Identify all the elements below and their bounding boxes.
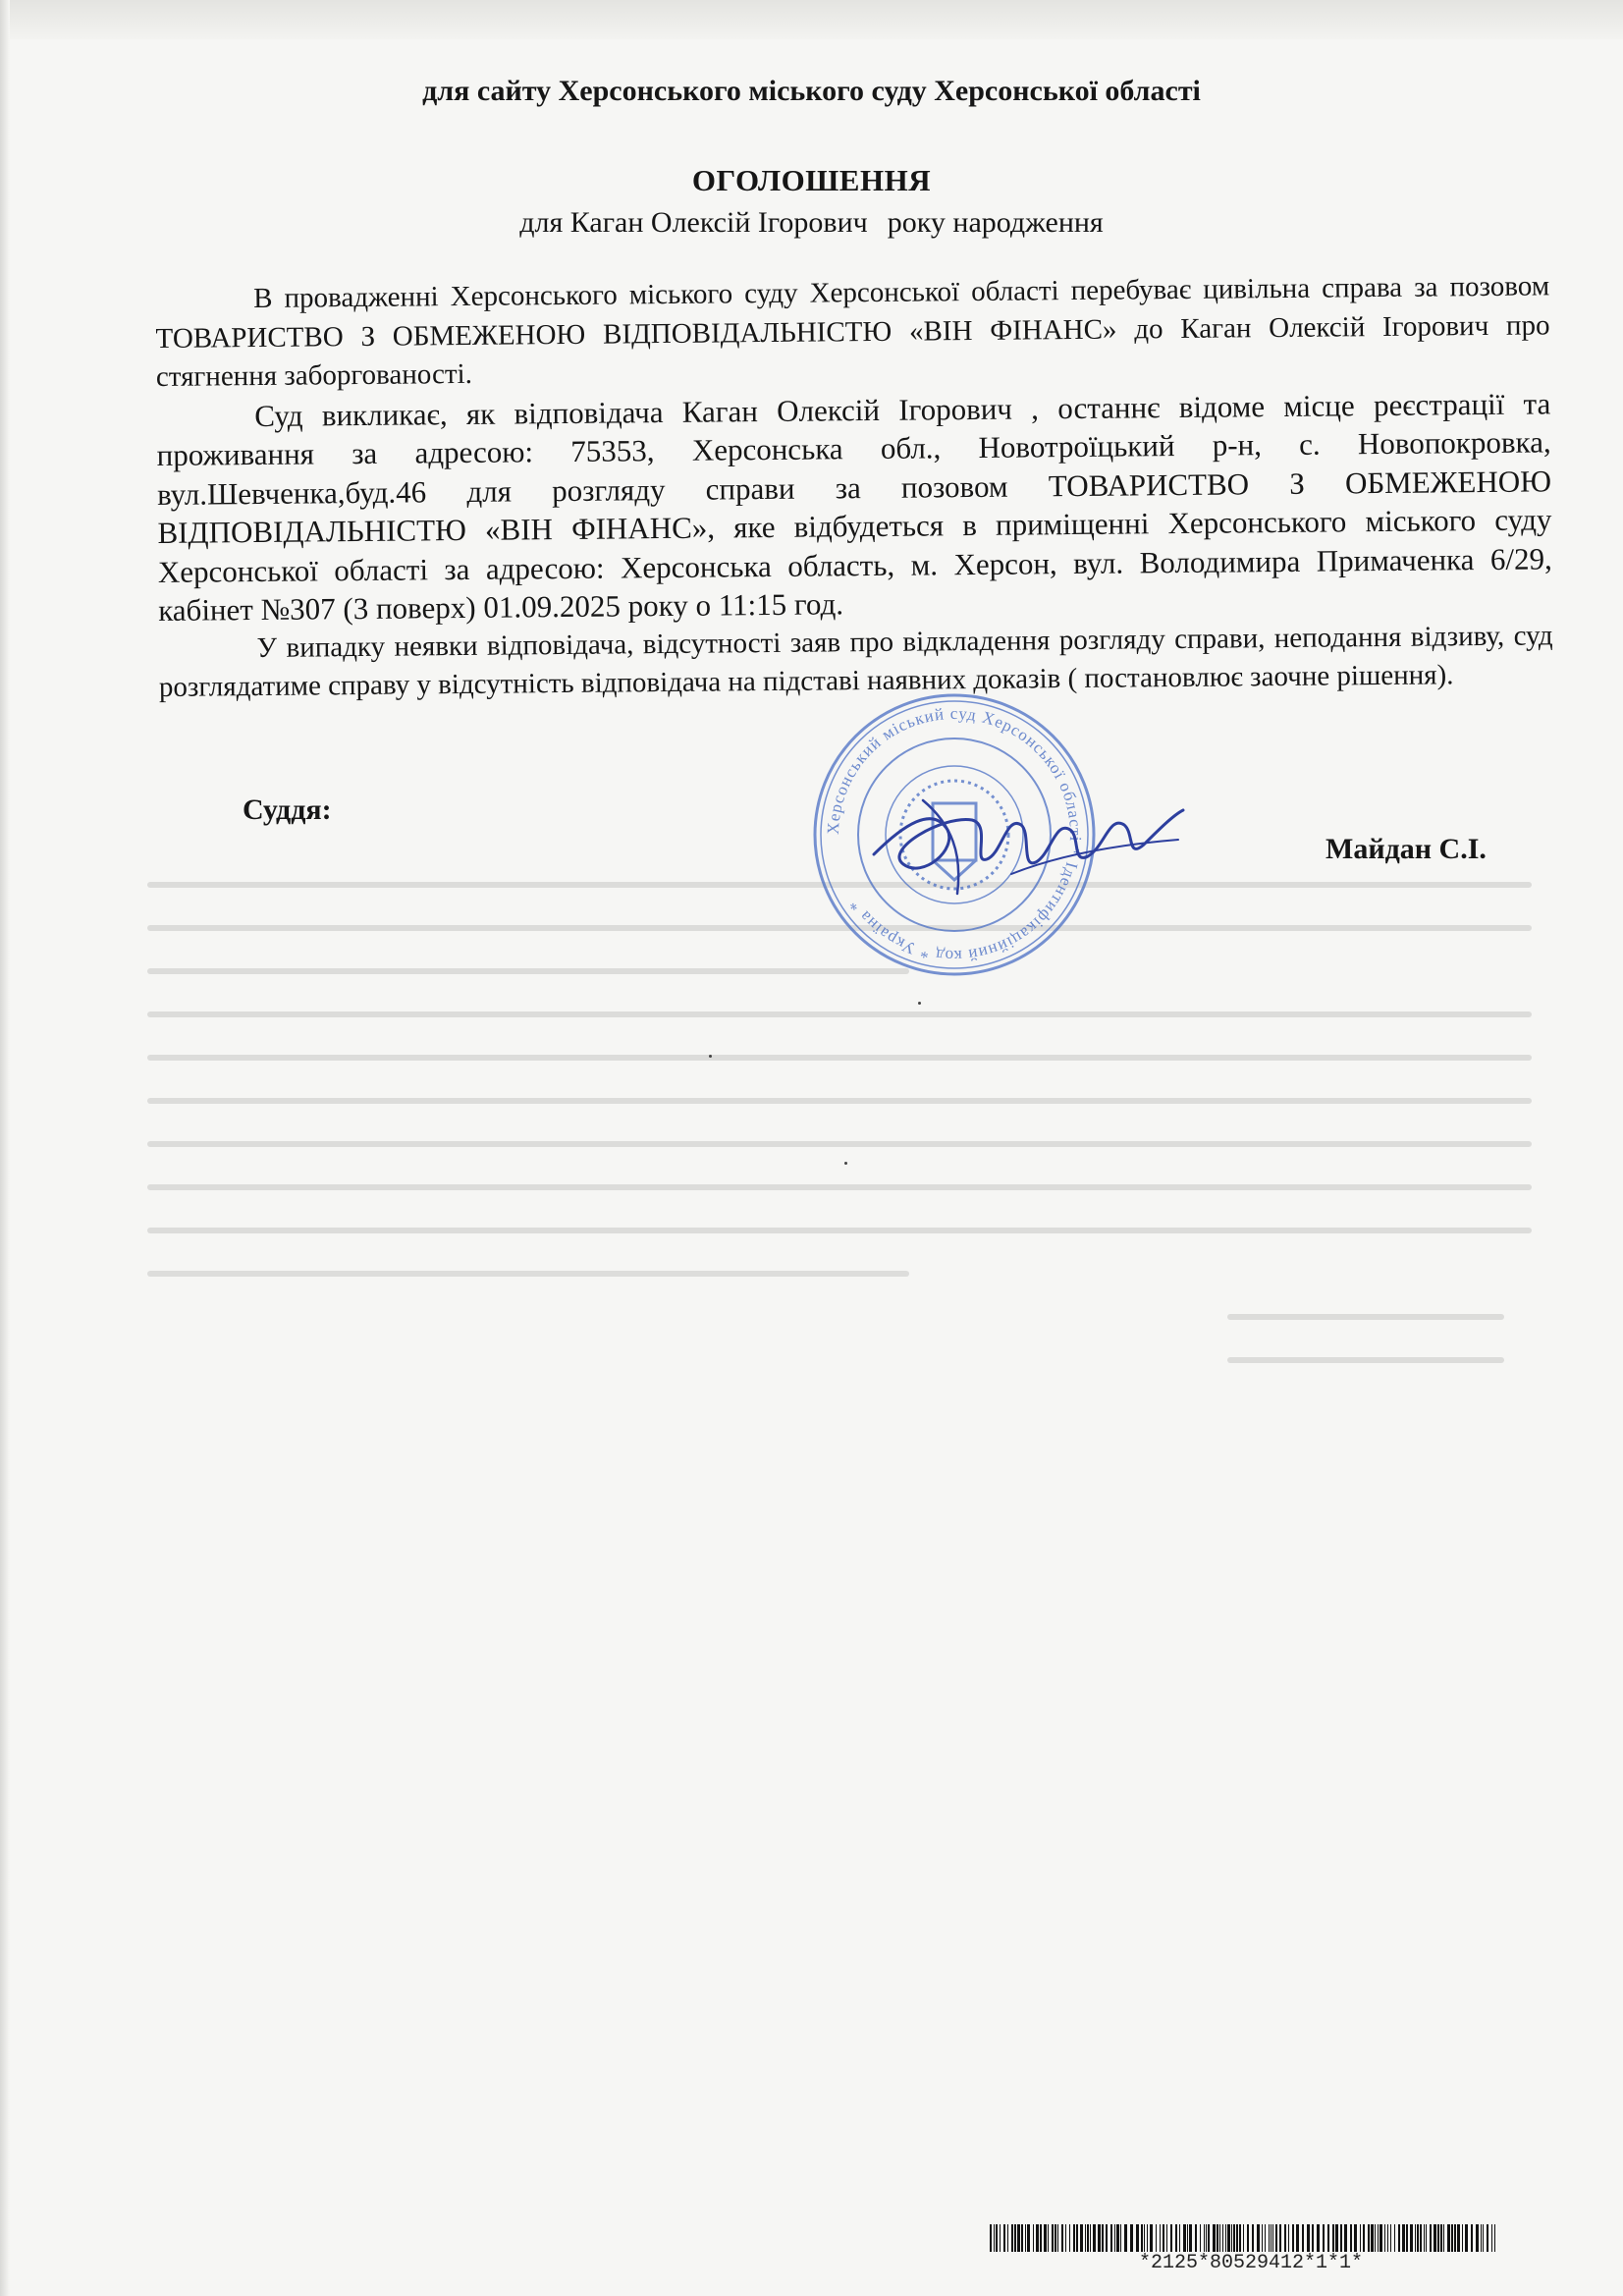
announcement-body (155, 267, 1553, 707)
subtitle-name: для Каган Олексій Ігорович (519, 206, 868, 239)
scan-left-edge (0, 0, 10, 2296)
barcode-text: *2125*80529412*1*1* (1139, 2252, 1364, 2274)
scan-top-strip (0, 0, 1623, 39)
page-subtitle (0, 206, 1623, 240)
document-barcode (990, 2224, 1500, 2252)
site-line: для сайту Херсонського міського суду Херсонської області (422, 75, 1201, 107)
subtitle-tail: року народження (887, 206, 1104, 239)
paragraph-absence: У випадку неявки відповідача, відсутності заяв про відкладення розгляду справи, неподання відзиву, суд розглядатиме справу у відсутність відповідача на підставі наявних доказів ( постановлює заочне рішення). (158, 619, 1553, 703)
judge-name: Майдан С.І. (1325, 833, 1487, 865)
judge-signature (864, 786, 1188, 903)
judge-label: Суддя: (243, 793, 332, 826)
page-title: ОГОЛОШЕННЯ (691, 163, 932, 197)
paragraph-summons: Суд викликає, як відповідача Каган Олексій Ігорович , останнє відоме місце реєстрації та проживання за адресою: 75353, Херсонська обл., Новотроїцький р-н, с. Новопокровка, вул.Шевченка,буд.46 для розгляду справи за позовом ТОВАРИСТВО З ОБМЕЖЕНОЮ ВІДПОВІДАЛЬНІСТЮ «ВІН ФІНАНС», яке відбудеться в приміщенні Херсонського міського суду Херсонської області за адресою: Херсонська область, м. Херсон, вул. Володимира Примаченка 6/29, кабінет №307 (3 поверх) 01.09.2025 року о 11:15 год. (156, 385, 1552, 628)
paragraph-case: В провадженні Херсонського міського суду Херсонської області перебуває цивільна справа за позовом ТОВАРИСТВО З ОБМЕЖЕНОЮ ВІДПОВІДАЛЬНІСТЮ «ВІН ФІНАНС» до Каган Олексій Ігорович про стягнення заборгованості. (155, 270, 1550, 393)
stamp-ring-text: Херсонський міський суд Херсонської області * Ідентифікаційний код * Україна * (823, 703, 1086, 966)
